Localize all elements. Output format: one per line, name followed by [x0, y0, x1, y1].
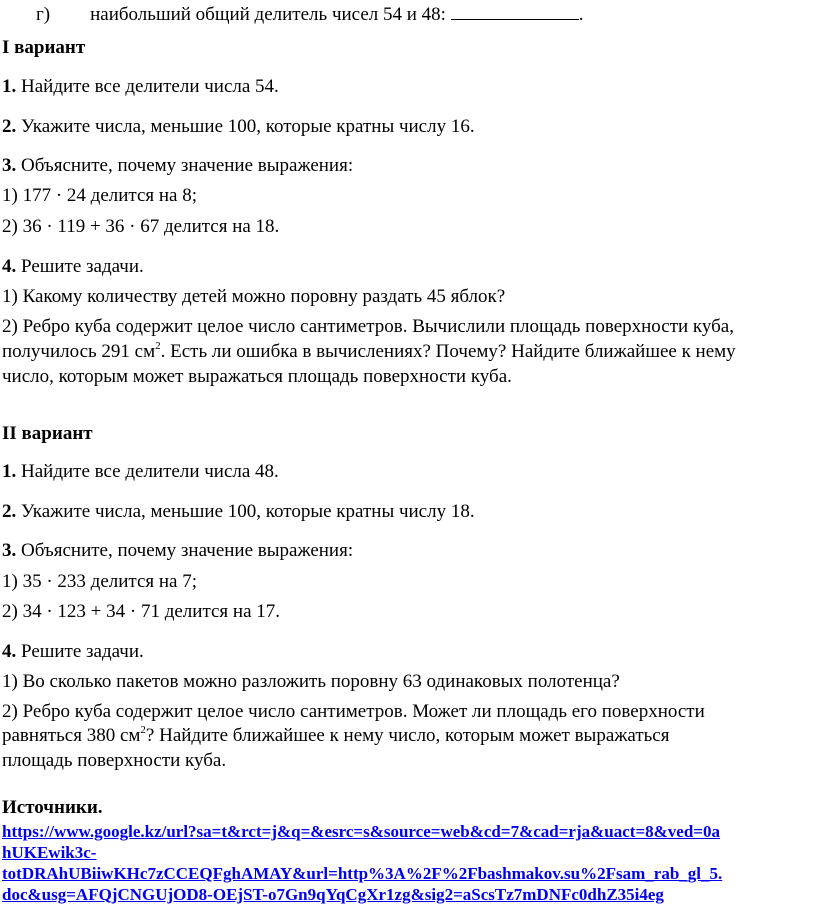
- top-item: [36, 3, 583, 26]
- v2-question-3: [2, 540, 353, 562]
- answer-blank: [451, 3, 579, 20]
- v1-q4-problem-2-line-2: [2, 341, 736, 363]
- text: равняться 380 см: [2, 725, 141, 746]
- text: получилось 291 см: [2, 341, 156, 362]
- q-text: Решите задачи.: [16, 641, 144, 662]
- source-link-line-4[interactable]: doc&usg=AFQjCNGUjOD8-OEjST-o7Gn9qYqCgXr1zg&sig2=aScsTz7mDNFc0dhZ35i4eg: [2, 885, 664, 904]
- v1-q3-item-1: 1) 177 · 24 делится на 8;: [2, 185, 197, 206]
- item-text: наибольший общий делитель чисел 54 и 48:: [90, 4, 451, 25]
- source-link-line-2[interactable]: hUKEwik3c-: [2, 843, 97, 862]
- v2-question-1: [2, 461, 279, 483]
- v2-q3-item-1: 1) 35 · 233 делится на 7;: [2, 571, 197, 592]
- v2-q4-problem-2-line-2: [2, 725, 669, 747]
- source-link-line-3[interactable]: totDRAhUBiiwKHc7zCCEQFghAMAY&url=http%3A%2F%2Fbashmakov.su%2Fsam_rab_gl_5.: [2, 864, 723, 883]
- v2-question-4: [2, 641, 144, 663]
- q-number: 2.: [2, 116, 17, 137]
- item-end: .: [578, 4, 584, 25]
- q-number: 4.: [2, 256, 17, 277]
- q-text: Укажите числа, меньшие 100, которые кратны числу 18.: [16, 501, 475, 522]
- q-number: 4.: [2, 641, 17, 662]
- text: ? Найдите ближайшее к нему число, которым может выражаться: [145, 725, 670, 746]
- v1-question-1: [2, 76, 279, 98]
- sources-title: Источники.: [2, 797, 103, 818]
- variant-2-title: II вариант: [2, 423, 93, 444]
- superscript: 2: [140, 723, 146, 736]
- q-text: Объясните, почему значение выражения:: [16, 155, 354, 176]
- q-text: Найдите все делители числа 54.: [16, 76, 279, 97]
- q-number: 3.: [2, 155, 17, 176]
- q-text: Найдите все делители числа 48.: [16, 461, 279, 482]
- v1-question-4: [2, 256, 144, 278]
- q-number: 1.: [2, 461, 17, 482]
- v1-q4-problem-1: 1) Какому количеству детей можно поровну раздать 45 яблок?: [2, 286, 506, 307]
- v1-q4-problem-2-line-1: 2) Ребро куба содержит целое число сантиметров. Вычислили площадь поверхности куба,: [2, 316, 734, 337]
- v2-q4-problem-2-line-3: площадь поверхности куба.: [2, 750, 227, 771]
- source-link-line-1[interactable]: https://www.google.kz/url?sa=t&rct=j&q=&esrc=s&source=web&cd=7&cad=rja&uact=8&ved=0a: [2, 822, 720, 841]
- q-text: Объясните, почему значение выражения:: [16, 540, 354, 561]
- v2-question-2: [2, 501, 475, 523]
- v2-q4-problem-1: 1) Во сколько пакетов можно разложить поровну 63 одинаковых полотенца?: [2, 671, 620, 692]
- superscript: 2: [155, 339, 161, 352]
- v1-question-3: [2, 155, 353, 177]
- text: . Есть ли ошибка в вычислениях? Почему? Найдите ближайшее к нему: [160, 341, 736, 362]
- q-number: 3.: [2, 540, 17, 561]
- item-letter: г): [36, 4, 51, 25]
- v1-q3-item-2: 2) 36 · 119 + 36 · 67 делится на 18.: [2, 216, 280, 237]
- v2-q3-item-2: 2) 34 · 123 + 34 · 71 делится на 17.: [2, 601, 281, 622]
- v1-q4-problem-2-line-3: число, которым может выражаться площадь поверхности куба.: [2, 366, 512, 387]
- q-text: Укажите числа, меньшие 100, которые кратны числу 16.: [16, 116, 475, 137]
- q-number: 1.: [2, 76, 17, 97]
- q-number: 2.: [2, 501, 17, 522]
- q-text: Решите задачи.: [16, 256, 144, 277]
- source-link[interactable]: [2, 821, 722, 905]
- variant-1-title: I вариант: [2, 37, 86, 58]
- v2-q4-problem-2-line-1: 2) Ребро куба содержит целое число сантиметров. Может ли площадь его поверхности: [2, 701, 705, 722]
- v1-question-2: [2, 116, 475, 138]
